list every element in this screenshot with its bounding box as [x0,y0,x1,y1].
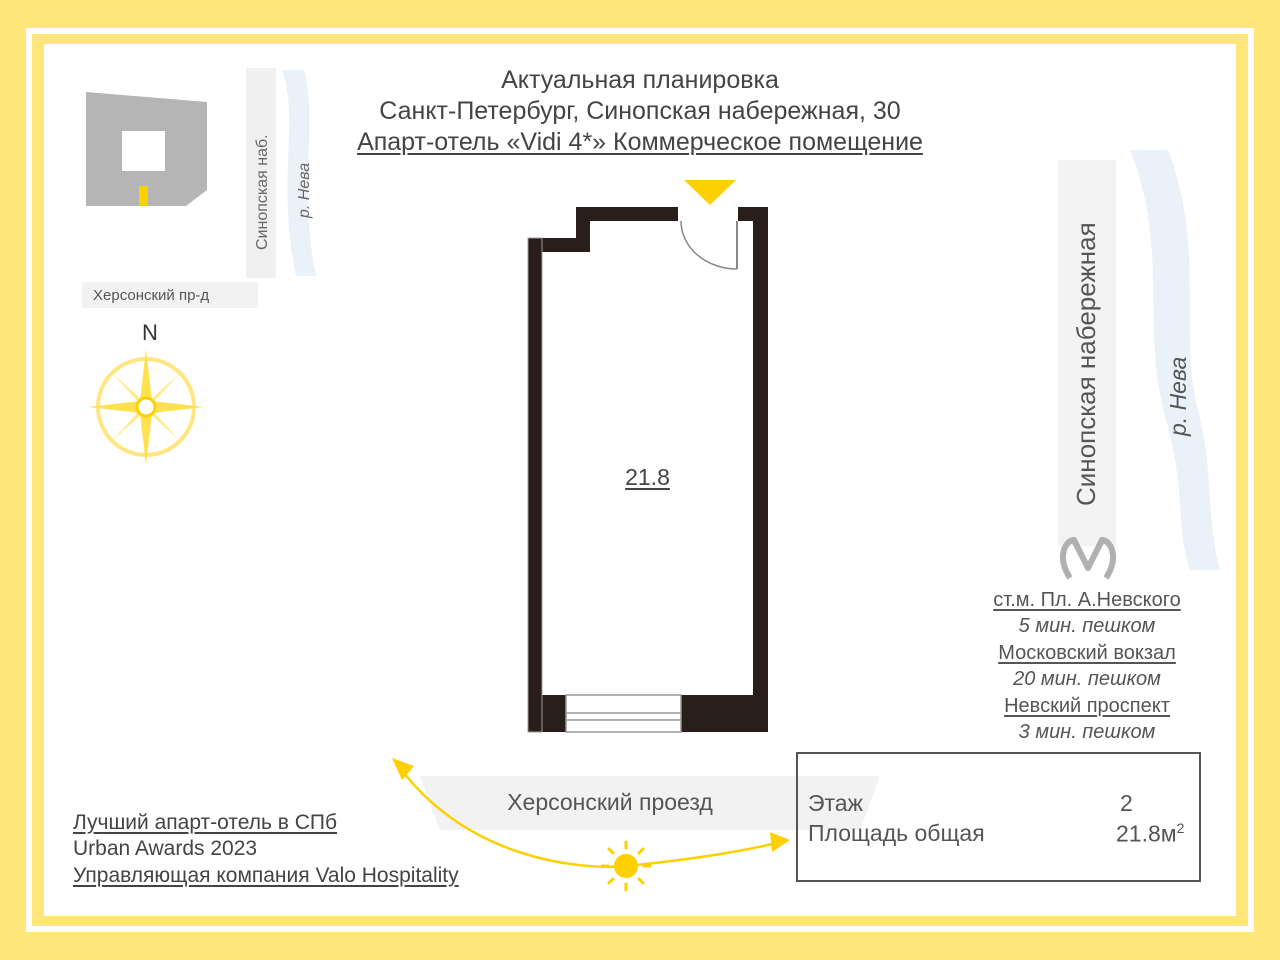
minimap-river-label: р. Нева [296,162,313,218]
transport-time-1: 5 мин. пешком [1018,615,1156,637]
right-street-label: Синопская набережная [1071,222,1101,506]
floor-label: Этаж [808,790,863,816]
header-property: Апарт-отель «Vidi 4*» Коммерческое помещение [357,128,923,156]
sun-path-end-arrow [770,832,790,852]
area-value-number: 21.8м [1116,820,1177,847]
minimap-street-horizontal-label: Херсонский пр-д [93,287,210,304]
transport-place-2: Московский вокзал [998,642,1176,664]
transport-time-2: 20 мин. пешком [1013,668,1161,690]
management-company: Управляющая компания Valo Hospitality [73,864,459,887]
area-unit-sup: 2 [1176,820,1185,836]
right-river-label: р. Нева [1165,356,1191,436]
transport-time-3: 3 мин. пешком [1018,721,1156,743]
minimap-street-vertical-label: Синопская наб. [254,134,271,250]
room-area-label: 21.8 [625,464,670,490]
stats-box [796,752,1201,882]
compass-north-label: N [142,320,158,345]
header-line-1: Актуальная планировка [501,66,779,94]
sun-path-start-arrow [392,758,414,780]
award-name: Urban Awards 2023 [73,837,258,860]
header-address: Санкт-Петербург, Синопская набережная, 30 [379,97,901,125]
compass-rose-icon [88,349,204,465]
award-title: Лучший апарт-отель в СПб [73,811,338,834]
door-swing [681,221,737,269]
bottom-street-label: Херсонский проезд [507,789,713,815]
entrance-arrow-icon [684,180,736,205]
minimap-entrance [139,186,148,206]
area-label: Площадь общая [808,820,985,846]
transport-place-3: Невский проспект [1004,695,1170,717]
area-value [1116,820,1184,848]
transport-place-1: ст.м. Пл. А.Невского [993,589,1181,611]
floor-value: 2 [1120,790,1133,816]
sun-icon [602,842,650,890]
